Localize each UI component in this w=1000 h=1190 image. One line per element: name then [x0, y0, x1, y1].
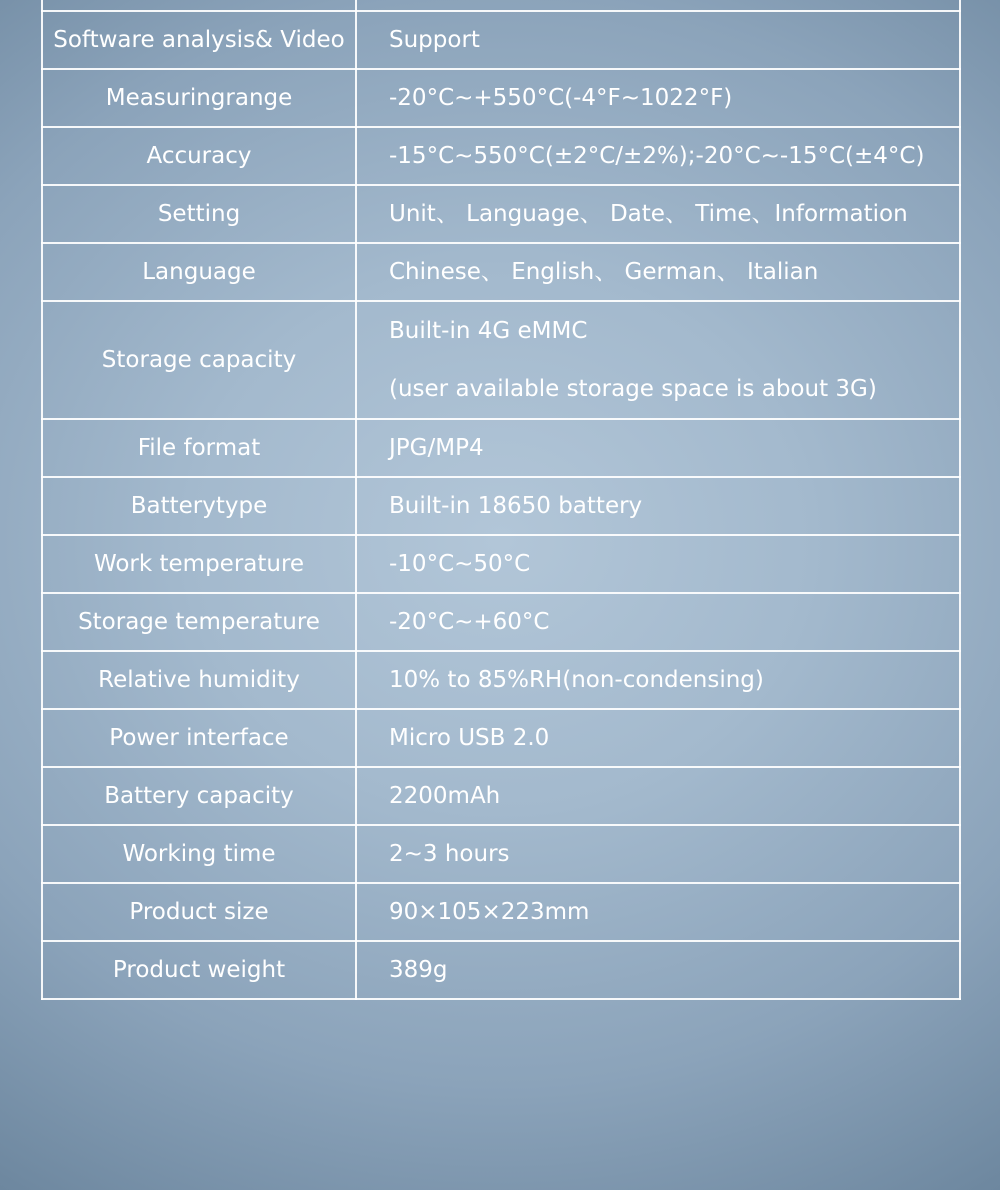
- table-row: [42, 0, 960, 11]
- spec-value: [356, 11, 960, 69]
- spec-value: [356, 535, 960, 593]
- spec-value-line: 2200mAh: [389, 782, 501, 809]
- table-row: [42, 419, 960, 477]
- spec-label: Product weight: [42, 941, 356, 999]
- spec-label: Battery capacity: [42, 767, 356, 825]
- spec-value: [356, 301, 960, 419]
- spec-value-line: Chinese、 English、 German、 Italian: [389, 258, 819, 285]
- spec-value: [356, 825, 960, 883]
- spec-label: Storage capacity: [42, 301, 356, 419]
- spec-table-body: [42, 0, 960, 999]
- spec-value: [356, 941, 960, 999]
- table-row: [42, 477, 960, 535]
- spec-value: [356, 127, 960, 185]
- table-row: [42, 185, 960, 243]
- spec-label: Work temperature: [42, 535, 356, 593]
- spec-table: [41, 0, 961, 1000]
- table-row: [42, 535, 960, 593]
- spec-label: Setting: [42, 185, 356, 243]
- table-row: [42, 69, 960, 127]
- spec-value: [356, 185, 960, 243]
- spec-value-line: 90×105×223mm: [389, 898, 590, 925]
- spec-value: [356, 419, 960, 477]
- table-row: [42, 767, 960, 825]
- table-row: [42, 127, 960, 185]
- spec-value: [356, 709, 960, 767]
- spec-label: File format: [42, 419, 356, 477]
- table-row: [42, 883, 960, 941]
- spec-label: Accuracy: [42, 127, 356, 185]
- spec-value: [356, 0, 960, 11]
- spec-label: Working time: [42, 825, 356, 883]
- spec-value: [356, 477, 960, 535]
- spec-label: Batterytype: [42, 477, 356, 535]
- spec-value-line: 389g: [389, 956, 448, 983]
- table-row: [42, 825, 960, 883]
- spec-value-line: Support: [389, 26, 480, 53]
- spec-value-line: -20°C~+550°C(-4°F~1022°F): [389, 84, 733, 111]
- spec-value-line: 10% to 85%RH(non-condensing): [389, 666, 764, 693]
- spec-value: [356, 883, 960, 941]
- spec-label: Language: [42, 243, 356, 301]
- table-row: [42, 11, 960, 69]
- table-row: [42, 709, 960, 767]
- spec-label: Software analysis& Video: [42, 11, 356, 69]
- spec-value: [356, 767, 960, 825]
- spec-label: Storage temperature: [42, 593, 356, 651]
- table-row: [42, 593, 960, 651]
- spec-label: Measuringrange: [42, 69, 356, 127]
- spec-value-line: Micro USB 2.0: [389, 724, 550, 751]
- spec-value-line: (user available storage space is about 3G): [389, 375, 877, 402]
- spec-value: [356, 69, 960, 127]
- spec-label: Power interface: [42, 709, 356, 767]
- spec-label: Product size: [42, 883, 356, 941]
- spec-value-line: -15°C~550°C(±2°C/±2%);-20°C~-15°C(±4°C): [389, 142, 925, 169]
- spec-value-line: -10°C~50°C: [389, 550, 531, 577]
- spec-value-line: -20°C~+60°C: [389, 608, 550, 635]
- spec-value-line: Built-in 18650 battery: [389, 492, 643, 519]
- spec-value: [356, 651, 960, 709]
- spec-value-line: Unit、 Language、 Date、 Time、Information: [389, 200, 908, 227]
- table-row: [42, 301, 960, 419]
- table-row: [42, 941, 960, 999]
- spec-value-line: JPG/MP4: [389, 434, 484, 461]
- spec-value-line: Built-in 4G eMMC: [389, 317, 588, 344]
- spec-label: Relative humidity: [42, 651, 356, 709]
- spec-label: [42, 0, 356, 11]
- spec-value-line: 2~3 hours: [389, 840, 510, 867]
- table-row: [42, 651, 960, 709]
- spec-value: [356, 593, 960, 651]
- table-row: [42, 243, 960, 301]
- spec-value: [356, 243, 960, 301]
